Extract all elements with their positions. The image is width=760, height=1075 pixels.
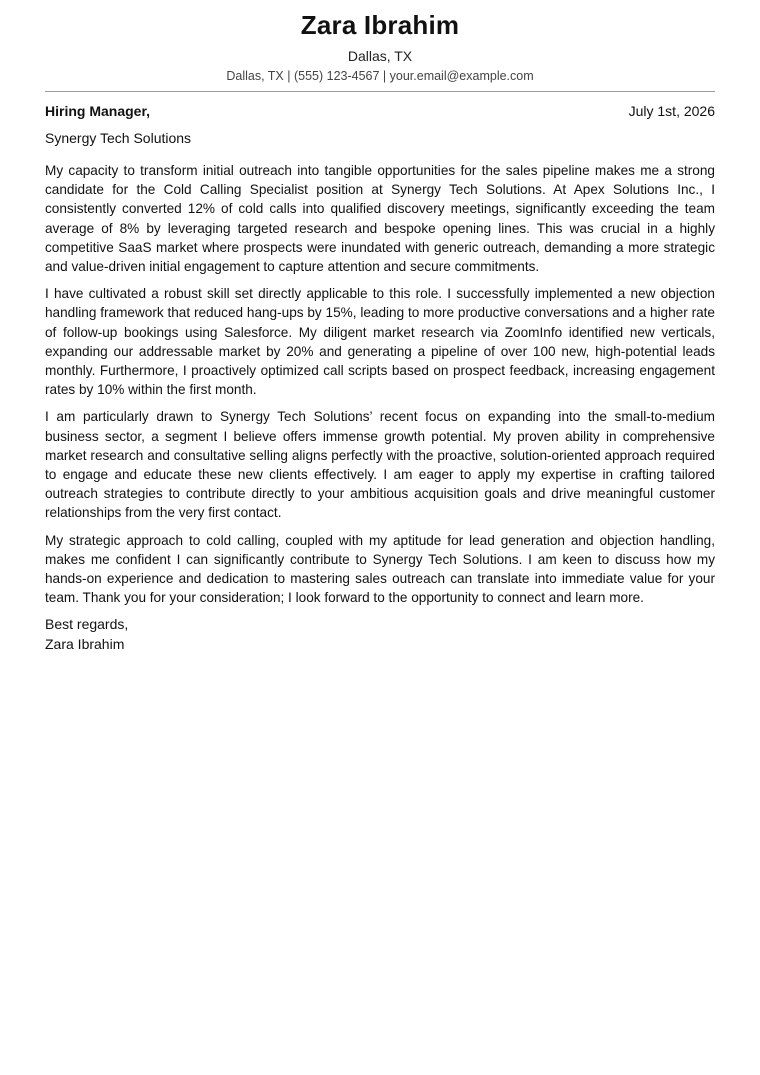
letter-closing-block (45, 615, 715, 654)
cover-letter-page (45, 0, 715, 654)
signature-name: Zara Ibrahim (45, 635, 125, 652)
body-paragraph: I have cultivated a robust skill set directly applicable to this role. I successfully implemented a new objection handling framework that reduced hang-ups by 15%, leading to more productive conversations and a higher rate of follow-up bookings using Salesforce. My diligent market research via ZoomInfo identified new verticals, expanding our addressable market by 20% and generating a pipeline of over 100 new, high-potential leads monthly. Furthermore, I proactively optimized call scripts based on prospect feedback, increasing engagement rates by 10% within the first month. (45, 286, 715, 398)
recipient-date-row (45, 102, 715, 120)
letter-body (45, 161, 715, 607)
letter-date: July 1st, 2026 (628, 103, 715, 119)
body-paragraph: I am particularly drawn to Synergy Tech Solutions’ recent focus on expanding into the small-to-medium business sector, a segment I believe offers immense growth potential. My proven ability in comprehensive market research and consultative selling aligns perfectly with the proactive, solution-oriented approach required to engage and educate these new clients effectively. I am eager to apply my expertise in crafting tailored outreach strategies to contribute directly to your ambitious acquisition goals and drive meaningful customer relationships from the very first contact. (45, 409, 715, 521)
contact-line: Dallas, TX | (555) 123-4567 | your.email@example.com (226, 69, 534, 83)
recipient-salutation: Hiring Manager, (45, 103, 151, 119)
body-paragraph: My strategic approach to cold calling, coupled with my aptitude for lead generation and objection handling, makes me confident I can significantly contribute to Synergy Tech Solutions. I am keen to discuss how my hands-on experience and dedication to mastering sales outreach can translate into immediate value for your team. Thank you for your consideration; I look forward to the opportunity to connect and learn more. (45, 532, 715, 606)
body-paragraph: My capacity to transform initial outreach into tangible opportunities for the sales pipeline makes me a strong candidate for the Cold Calling Specialist position at Synergy Tech Solutions. At Apex Solutions Inc., I consistently converted 12% of cold calls into qualified discovery meetings, significantly exceeding the team average of 8% by leveraging targeted research and bespoke opening lines. This was crucial in a highly competitive SaaS market where prospects were inundated with generic outreach, demanding a more strategic and value-driven initial engagement to capture attention and secure commitments. (45, 163, 715, 275)
header-divider (45, 91, 715, 92)
applicant-name: Zara Ibrahim (300, 10, 460, 40)
recipient-company: Synergy Tech Solutions (45, 130, 192, 146)
closing-phrase: Best regards, (45, 616, 129, 633)
applicant-location: Dallas, TX (347, 48, 413, 64)
